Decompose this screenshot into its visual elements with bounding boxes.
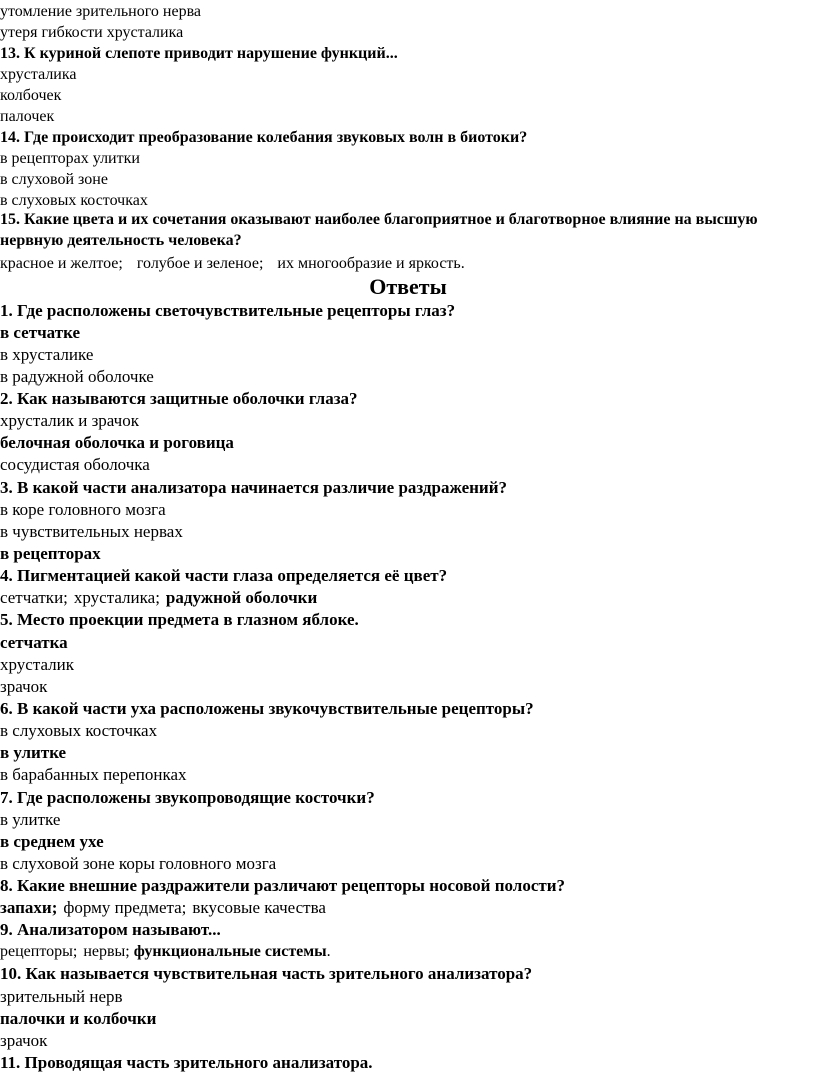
options-row-15 [0, 256, 816, 272]
correct-answer: в рецепторах [0, 544, 101, 563]
answer-question-8: 8. Какие внешние раздражители различают рецепторы носовой полости? [0, 876, 566, 895]
option-text: в улитке [0, 810, 61, 829]
question-14: 14. Где происходит преобразование колебания звуковых волн в биотоки? [0, 129, 528, 146]
option-text: красное и желтое; [0, 255, 123, 272]
options-row-8 [0, 899, 816, 916]
option-text: форму предмета; [63, 898, 187, 917]
option-text: зрительный нерв [0, 987, 123, 1006]
option-text: хрусталика; [73, 588, 160, 607]
options-row-9 [0, 944, 816, 960]
answer-question-3: 3. В какой части анализатора начинается различие раздражений? [0, 478, 508, 497]
correct-answer: белочная оболочка и роговица [0, 433, 234, 452]
correct-answer: в сетчатке [0, 323, 80, 342]
option-text: хрусталика [0, 66, 77, 83]
option-text: голубое и зеленое; [136, 255, 264, 272]
answer-question-4: 4. Пигментацией какой части глаза определяется её цвет? [0, 566, 448, 585]
option-text: зрачок [0, 677, 48, 696]
option-text: хрусталик [0, 655, 74, 674]
correct-answer: палочки и колбочки [0, 1009, 157, 1028]
option-text: в слуховых косточках [0, 721, 158, 740]
answer-question-5: 5. Место проекции предмета в глазном яблоке. [0, 610, 359, 629]
option-text: колбочек [0, 87, 62, 104]
correct-answer: сетчатка [0, 633, 68, 652]
question-15: 15. Какие цвета и их сочетания оказывают наиболее благоприятное и благотворное влияние на высшую нервную деятельность человека? [0, 211, 758, 249]
option-text: утеря гибкости хрусталика [0, 24, 184, 41]
answer-question-9: 9. Анализатором называют... [0, 920, 221, 939]
options-row-4 [0, 589, 816, 606]
option-text: сетчатки; [0, 588, 68, 607]
answer-question-10: 10. Как называется чувствительная часть зрительного анализатора? [0, 964, 533, 983]
option-text: в слуховой зоне [0, 171, 108, 188]
section-title: Ответы [369, 274, 447, 299]
correct-answer: в улитке [0, 743, 67, 762]
option-text: в слуховых косточках [0, 192, 148, 209]
option-text: в слуховой зоне коры головного мозга [0, 854, 277, 873]
answer-question-2: 2. Как называются защитные оболочки глаза? [0, 389, 358, 408]
punctuation: . [326, 943, 331, 960]
option-text: зрачок [0, 1031, 48, 1050]
option-text: хрусталик и зрачок [0, 411, 139, 430]
correct-answer: в среднем ухе [0, 832, 104, 851]
option-text: в хрусталике [0, 345, 94, 364]
question-13: 13. К куриной слепоте приводит нарушение функций... [0, 45, 398, 62]
option-text: нервы; [83, 943, 130, 960]
option-text: в радужной оболочке [0, 367, 154, 386]
option-text: в барабанных перепонках [0, 765, 187, 784]
correct-answer: запахи; [0, 898, 58, 917]
option-text: рецепторы; [0, 943, 78, 960]
option-text: вкусовые качества [192, 898, 326, 917]
correct-answer: радужной оболочки [165, 588, 318, 607]
option-text: сосудистая оболочка [0, 455, 150, 474]
answer-question-1: 1. Где расположены светочувствительные рецепторы глаз? [0, 301, 456, 320]
answer-question-7: 7. Где расположены звукопроводящие косточки? [0, 788, 375, 807]
correct-answer: функциональные системы [133, 943, 327, 960]
option-text: их многообразие и яркость. [277, 255, 465, 272]
option-text: в коре головного мозга [0, 500, 166, 519]
option-text: в рецепторах улитки [0, 150, 140, 167]
option-text: в чувствительных нервах [0, 522, 183, 541]
option-text: утомление зрительного нерва [0, 3, 202, 20]
option-text: палочек [0, 108, 55, 125]
answer-question-11: 11. Проводящая часть зрительного анализатора. [0, 1053, 373, 1072]
answer-question-6: 6. В какой части уха расположены звукочувствительные рецепторы? [0, 699, 534, 718]
